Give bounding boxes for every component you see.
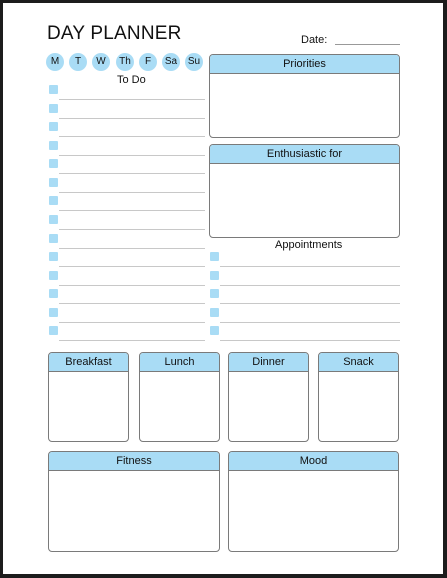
todo-line [59,340,205,341]
todo-row[interactable] [49,101,205,119]
mood-heading: Mood [229,452,398,471]
todo-row[interactable] [49,286,205,304]
todo-checkbox[interactable] [49,252,58,261]
mood-box[interactable] [228,451,399,552]
appointment-line [220,303,400,304]
day-thursday[interactable]: Th [116,53,134,71]
day-tuesday[interactable]: T [69,53,87,71]
lunch-box[interactable] [139,352,220,442]
appointments-heading: Appointments [275,239,343,251]
appointment-line [220,266,400,267]
snack-heading: Snack [319,353,398,372]
todo-line [59,99,205,100]
todo-row[interactable] [49,268,205,286]
todo-checkbox[interactable] [49,196,58,205]
todo-checkbox[interactable] [49,141,58,150]
todo-row[interactable] [49,138,205,156]
todo-line [59,173,205,174]
todo-checkbox[interactable] [49,234,58,243]
page-title: DAY PLANNER [47,23,182,44]
fitness-box[interactable] [48,451,220,552]
todo-line [59,303,205,304]
day-wednesday[interactable]: W [92,53,110,71]
dinner-box[interactable] [228,352,309,442]
todo-line [59,210,205,211]
planner-page [3,3,443,574]
todo-row[interactable] [49,212,205,230]
todo-row[interactable] [49,175,205,193]
todo-checkbox[interactable] [49,104,58,113]
todo-checkbox[interactable] [49,159,58,168]
todo-row[interactable] [49,156,205,174]
todo-row[interactable] [49,249,205,267]
day-monday[interactable]: M [46,53,64,71]
todo-row[interactable] [49,82,205,100]
todo-line [59,136,205,137]
todo-row[interactable] [49,305,205,323]
appointment-checkbox[interactable] [210,289,219,298]
todo-checkbox[interactable] [49,289,58,298]
priorities-box[interactable] [209,54,400,138]
appointment-row[interactable] [210,249,400,267]
breakfast-heading: Breakfast [49,353,128,372]
appointment-checkbox[interactable] [210,271,219,280]
todo-checkbox[interactable] [49,85,58,94]
snack-box[interactable] [318,352,399,442]
lunch-heading: Lunch [140,353,219,372]
appointment-row[interactable] [210,268,400,286]
date-label: Date: [301,34,328,46]
todo-checkbox[interactable] [49,215,58,224]
todo-row[interactable] [49,323,205,341]
todo-row[interactable] [49,119,205,137]
priorities-heading: Priorities [210,55,399,74]
todo-line [59,229,205,230]
day-saturday[interactable]: Sa [162,53,180,71]
date-input-line[interactable] [335,44,400,45]
enthusiastic-for-heading: Enthusiastic for [210,145,399,164]
appointment-checkbox[interactable] [210,308,219,317]
appointment-checkbox[interactable] [210,326,219,335]
todo-row[interactable] [49,231,205,249]
day-sunday[interactable]: Su [185,53,203,71]
appointment-checkbox[interactable] [210,252,219,261]
todo-checkbox[interactable] [49,178,58,187]
day-friday[interactable]: F [139,53,157,71]
todo-row[interactable] [49,193,205,211]
fitness-heading: Fitness [49,452,219,471]
appointment-row[interactable] [210,323,400,341]
breakfast-box[interactable] [48,352,129,442]
todo-checkbox[interactable] [49,271,58,280]
appointment-line [220,340,400,341]
todo-heading: To Do [117,74,146,86]
todo-checkbox[interactable] [49,308,58,317]
appointment-row[interactable] [210,305,400,323]
dinner-heading: Dinner [229,353,308,372]
enthusiastic-for-box[interactable] [209,144,400,238]
appointment-row[interactable] [210,286,400,304]
todo-line [59,266,205,267]
todo-checkbox[interactable] [49,326,58,335]
todo-checkbox[interactable] [49,122,58,131]
